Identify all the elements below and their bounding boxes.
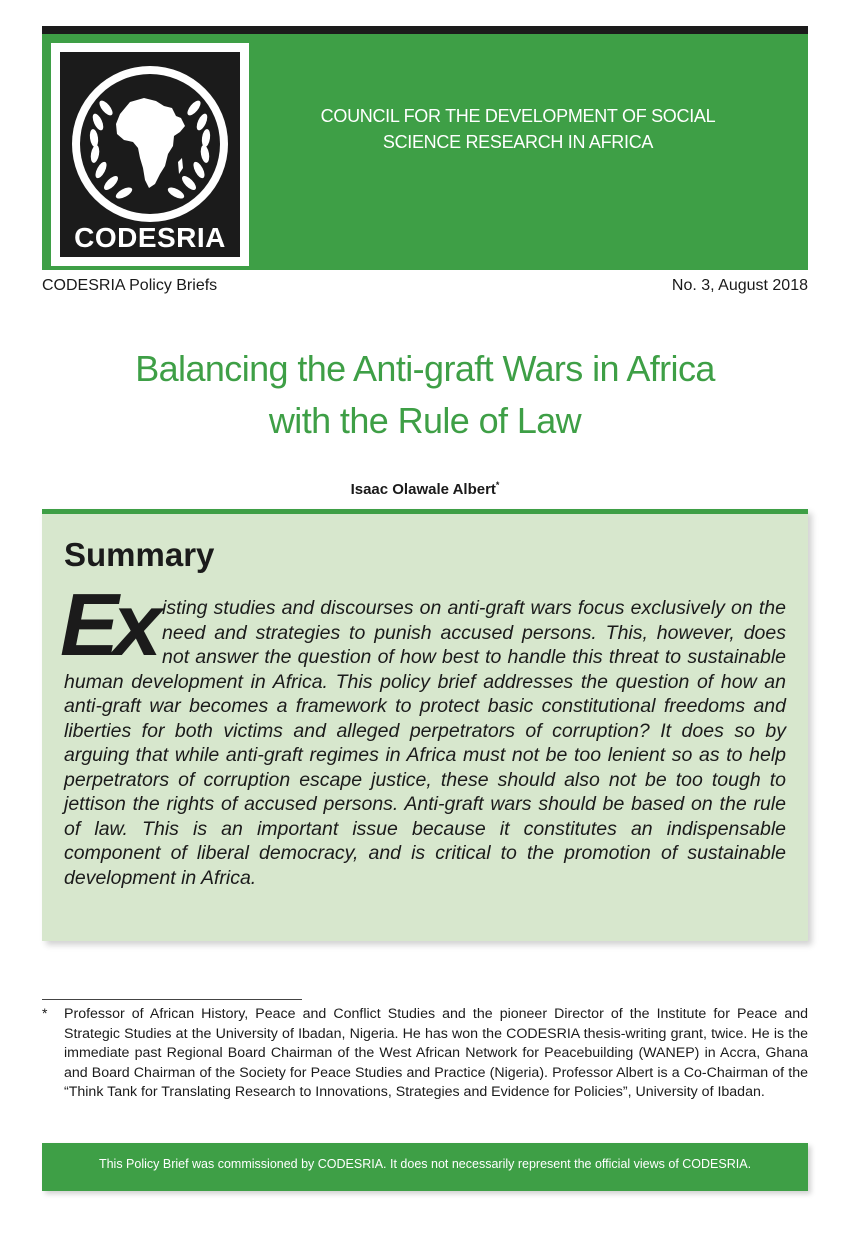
logo-inner: [60, 52, 240, 257]
dropcap-spacer: [64, 596, 162, 668]
council-name-line2: SCIENCE RESEARCH IN AFRICA: [382, 132, 654, 152]
disclaimer-bar: [42, 1143, 808, 1191]
title-line1: Balancing the Anti-graft Wars in Africa: [135, 348, 715, 389]
author: [42, 480, 808, 498]
footnote-text: Professor of African History, Peace and Conflict Studies and the pioneer Director of the Institute for Peace and Strategic Studies at the University of Ibadan, Nigeria. He has won the CODESRIA thesis-writing grant, twice. He is the immediate past Regional Board Chairman of the West African Network for Peacebuilding (WANEP) in Accra, Ghana and Board Chairman of the Society for Peace Studies and Practice (Nigeria). Professor Albert is a Co-Chairman of the “Think Tank for Translating Research to Innovations, Strategies and Evidence for Policies”, University of Ibadan.: [64, 1006, 808, 1101]
disclaimer-text: This Policy Brief was commissioned by CODESRIA. It does not necessarily represent the official views of CODESRIA.: [98, 1157, 752, 1171]
page-title: [42, 343, 808, 447]
codesria-logo: [51, 43, 249, 266]
logo-wordmark: CODESRIA: [74, 222, 226, 253]
series-label: CODESRIA Policy Briefs: [42, 277, 218, 294]
summary-text-block: [64, 596, 786, 890]
africa-laurel-emblem-icon: [60, 56, 240, 226]
summary-dropcap: Ex: [60, 575, 156, 674]
footnote-marker: *: [42, 1005, 48, 1021]
issue-label: No. 3, August 2018: [671, 277, 808, 294]
top-rule: [42, 26, 808, 34]
summary-text: isting studies and discourses on anti-graft wars focus exclusively on the need and strategies to punish accused persons. This, however, does not answer the question of how best to handle this threat to sustainable human development in Africa. This policy brief addresses the question of how an anti-graft war becomes a framework to protect basic constitutional freedoms and liberties for both victims and alleged perpetrators of corruption? It does so by arguing that while anti-graft regimes in Africa must not be too lenient so as to help perpetrators of corruption escape justice, these should also not be too tough to jettison the rights of accused persons. Anti-graft wars should be based on the rule of law. This is an important issue because it constitutes an indispensable component of liberal democracy, and is critical to the promotion of sustainable development in Africa.: [64, 597, 786, 889]
summary-box: [42, 509, 808, 941]
title-line2: with the Rule of Law: [268, 400, 582, 441]
summary-heading: Summary: [64, 536, 215, 573]
footnote-rule: [42, 999, 302, 1000]
author-name: Isaac Olawale Albert: [350, 481, 496, 498]
author-footnote-marker: *: [495, 480, 500, 490]
council-name: [268, 103, 768, 155]
council-name-line1: COUNCIL FOR THE DEVELOPMENT OF SOCIAL: [320, 106, 716, 126]
